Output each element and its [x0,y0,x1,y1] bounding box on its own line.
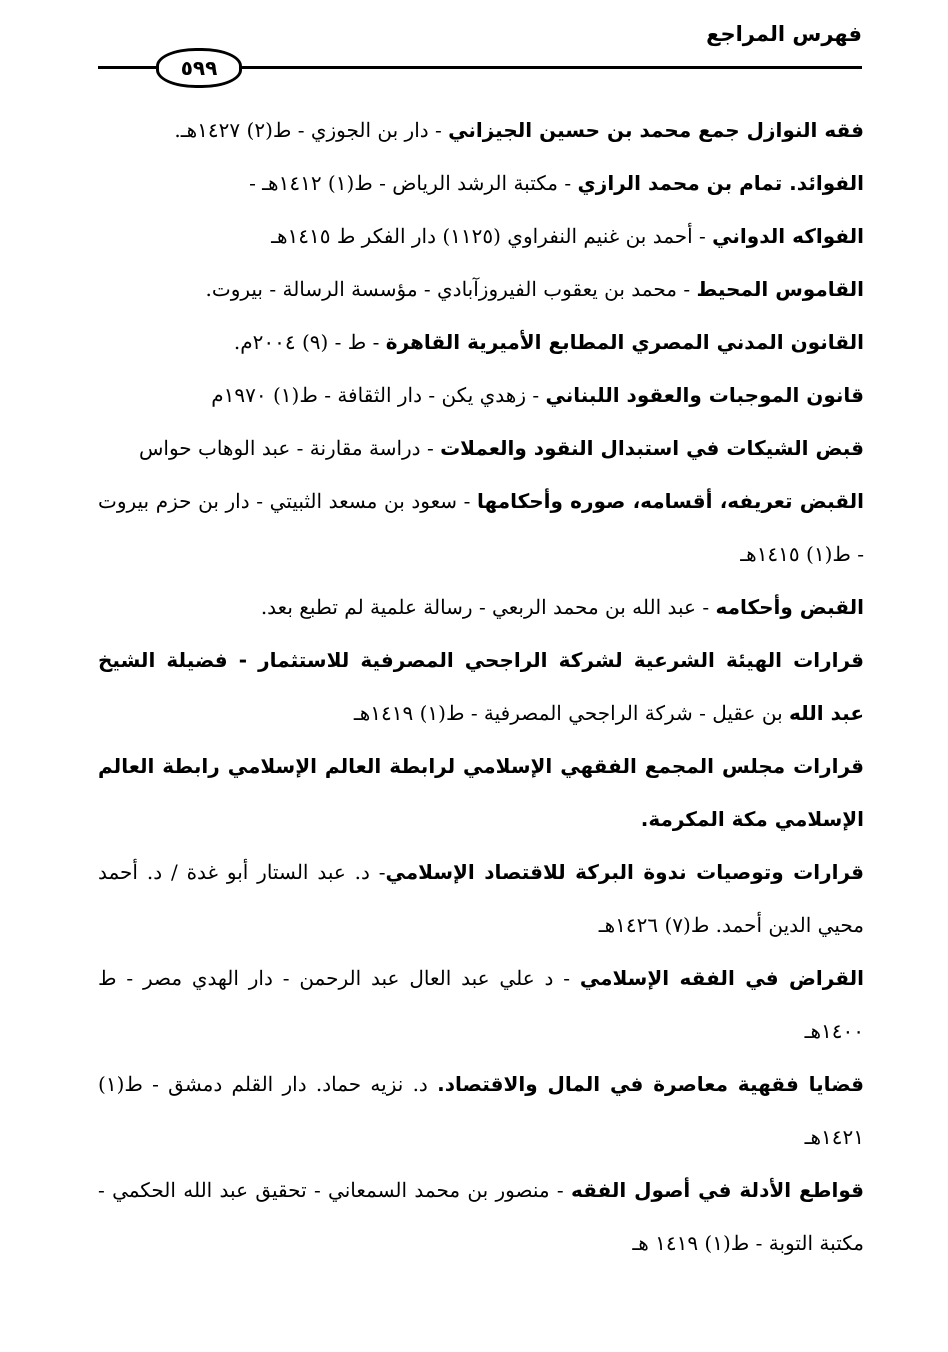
page-number-badge: ٥٩٩ [156,48,242,88]
reference-entry [98,316,864,369]
reference-details: - د علي عبد العال عبد الرحمن - دار الهدي مصر - ط ١٤٠٠هـ [98,966,864,1043]
reference-details: - مكتبة الرشد الرياض - ط(١) ١٤١٢هـ - [249,171,578,195]
page-header [0,0,948,100]
reference-title: القانون المدني المصري المطابع الأميرية القاهرة [385,330,864,354]
reference-entry [98,210,864,263]
reference-title: قضايا فقهية معاصرة في المال والاقتصاد. [437,1072,864,1096]
reference-title: القبض وأحكامه [715,595,864,619]
reference-title: قرارات الهيئة الشرعية لشركة الراجحي المصرفية للاستثمار - فضيلة الشيخ عبد الله [98,648,864,725]
reference-title: قبض الشيكات في استبدال النقود والعملات [440,436,864,460]
reference-details: - زهدي يكن - دار الثقافة - ط(١) ١٩٧٠م [211,383,546,407]
reference-entry [98,846,864,952]
reference-title: فقه النوازل جمع محمد بن حسين الجيزاني [448,118,864,142]
reference-details: - سعود بن مسعد الثبيتي - دار بن حزم بيروت - ط(١) ١٤١٥هـ [98,489,864,566]
references-list [98,104,864,1270]
reference-title: الفوائد. تمام بن محمد الرازي [577,171,864,195]
reference-title: القبض تعريفه، أقسامه، صوره وأحكامها [477,489,864,513]
reference-entry [98,263,864,316]
reference-entry [98,581,864,634]
reference-title: قواطع الأدلة في أصول الفقه [570,1178,864,1202]
reference-title: قرارات مجلس المجمع الفقهي الإسلامي لرابطة العالم الإسلامي رابطة العالم الإسلامي مكة المكرمة. [98,754,864,831]
reference-entry [98,369,864,422]
reference-details: - ط - (٩) ٢٠٠٤م. [233,330,386,354]
reference-entry [98,952,864,1058]
reference-details: - أحمد بن غنيم النفراوي (١١٢٥) دار الفكر ط ١٤١٥هـ [271,224,713,248]
reference-title: القاموس المحيط [696,277,864,301]
reference-details: د. نزيه حماد. دار القلم دمشق - ط(١) ١٤٢١هـ [98,1072,864,1149]
reference-entry [98,422,864,475]
reference-entry [98,104,864,157]
reference-details: - محمد بن يعقوب الفيروزآبادي - مؤسسة الرسالة - بيروت. [205,277,697,301]
reference-details: - عبد الله بن محمد الربعي - رسالة علمية لم تطبع بعد. [260,595,716,619]
reference-entry [98,157,864,210]
reference-entry [98,475,864,581]
reference-entry [98,740,864,846]
reference-details: - د. عبد الستار أبو غدة / د. أحمد محيي الدين أحمد. ط(٧) ١٤٢٦هـ [98,860,864,937]
reference-entry [98,634,864,740]
reference-title: القراض في الفقه الإسلامي [579,966,864,990]
reference-entry [98,1164,864,1270]
reference-details: - منصور بن محمد السمعاني - تحقيق عبد الله الحكمي - مكتبة التوبة - ط(١) ١٤١٩ هـ [98,1178,864,1255]
reference-details: - دراسة مقارنة - عبد الوهاب حواس [138,436,441,460]
reference-entry [98,1058,864,1164]
reference-details: - دار بن الجوزي - ط(٢) ١٤٢٧هـ. [174,118,449,142]
reference-title: قانون الموجبات والعقود اللبناني [545,383,864,407]
reference-title: الفواكه الدواني [712,224,864,248]
header-title: فهرس المراجع [706,22,862,46]
reference-title: قرارات وتوصيات ندوة البركة للاقتصاد الإسلامي [385,860,865,884]
reference-details: بن عقيل - شركة الراجحي المصرفية - ط(١) ١٤١٩هـ [353,701,789,725]
